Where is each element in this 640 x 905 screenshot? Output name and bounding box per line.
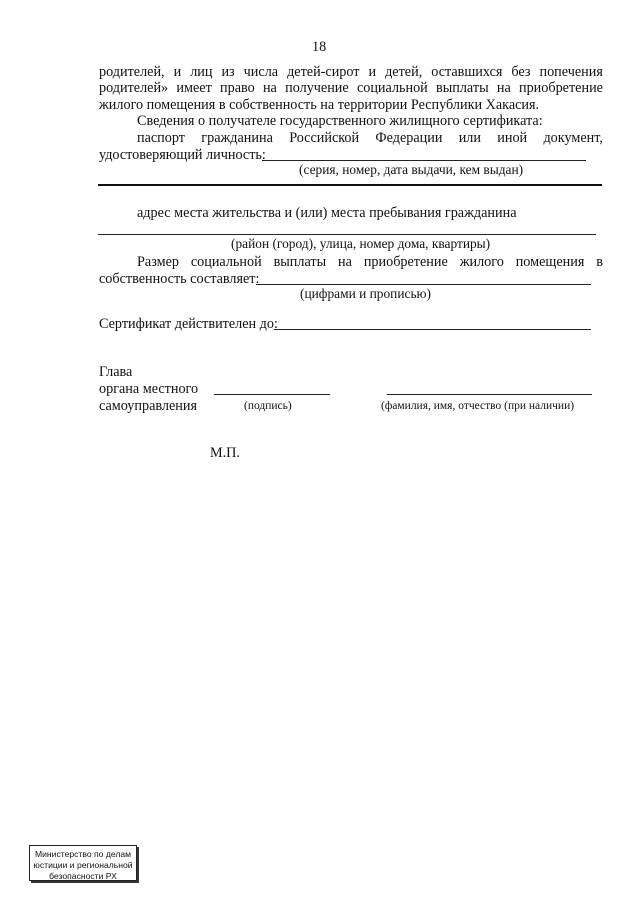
name-hint: (фамилия, имя, отчество (при наличии) <box>381 400 575 412</box>
passport-line1 <box>137 131 603 145</box>
ministry-stamp <box>29 845 137 881</box>
passport-hint: (серия, номер, дата выдачи, кем выдан) <box>299 162 524 177</box>
word: помещения <box>515 254 585 270</box>
validity-field-line[interactable] <box>274 329 591 330</box>
paragraph1-line1 <box>99 65 603 79</box>
address-field-line[interactable] <box>98 234 596 235</box>
word: приобретение <box>363 254 448 270</box>
payment-label: собственность составляет: <box>99 271 260 287</box>
word: гражданина <box>201 130 273 146</box>
name-field-line[interactable] <box>387 394 592 395</box>
section-divider <box>98 184 602 186</box>
word: Размер <box>137 254 179 270</box>
word: имеет <box>176 80 212 96</box>
word: на <box>496 80 511 96</box>
word: документ, <box>543 130 603 146</box>
word: выплаты <box>436 80 489 96</box>
validity-label: Сертификат действителен до: <box>99 316 278 332</box>
word: попечения <box>539 64 603 80</box>
signatory-title-2: органа местного <box>99 381 199 397</box>
word: жилого <box>459 254 504 270</box>
seal-place: М.П. <box>210 445 240 461</box>
payment-hint: (цифрами и прописью) <box>300 286 432 301</box>
word: и <box>368 64 377 80</box>
word: социальной <box>190 254 262 270</box>
signature-field-line[interactable] <box>214 394 330 395</box>
word: на <box>262 80 277 96</box>
word: Российской <box>289 130 360 146</box>
word: числа <box>243 64 279 80</box>
paragraph1-line3: жилого помещения в собственность на территории Республики Хакасия. <box>99 97 540 113</box>
word: родителей, <box>99 64 165 80</box>
word: на <box>338 254 352 270</box>
word: родителей» <box>99 80 169 96</box>
stamp-line-1: Министерство по делам <box>34 849 132 859</box>
signatory-title-3: самоуправления <box>99 398 197 414</box>
word: паспорт <box>137 130 185 146</box>
passport-label: удостоверяющий личность: <box>99 147 266 163</box>
word: получение <box>285 80 349 96</box>
section-heading: Сведения о получателе государственного жилищного сертификата: <box>137 113 543 129</box>
word: социальной <box>356 80 428 96</box>
passport-field-line[interactable] <box>262 160 586 161</box>
payment-field-line[interactable] <box>256 284 591 285</box>
word: и <box>173 64 182 80</box>
word: иной <box>497 130 528 146</box>
word: Федерации <box>375 130 443 146</box>
stamp-line-2: юстиции и региональной <box>33 860 133 870</box>
word: в <box>596 254 603 270</box>
word: право <box>220 80 255 96</box>
word: детей, <box>385 64 423 80</box>
signatory-title-1: Глава <box>99 364 133 380</box>
word: детей-сирот <box>287 64 360 80</box>
word: приобретение <box>519 80 603 96</box>
word: выплаты <box>273 254 327 270</box>
address-hint: (район (город), улица, номер дома, квартиры) <box>231 236 491 251</box>
page-number: 18 <box>312 39 327 55</box>
paragraph1-line2 <box>99 81 603 95</box>
word: без <box>511 64 531 80</box>
signature-hint: (подпись) <box>244 400 292 412</box>
word: лиц <box>190 64 213 80</box>
payment-line1 <box>137 255 603 269</box>
stamp-line-3: безопасности РХ <box>49 871 117 881</box>
address-label: адрес места жительства и (или) места пребывания гражданина <box>137 205 517 221</box>
word: из <box>221 64 235 80</box>
word: или <box>458 130 481 146</box>
word: оставшихся <box>431 64 503 80</box>
